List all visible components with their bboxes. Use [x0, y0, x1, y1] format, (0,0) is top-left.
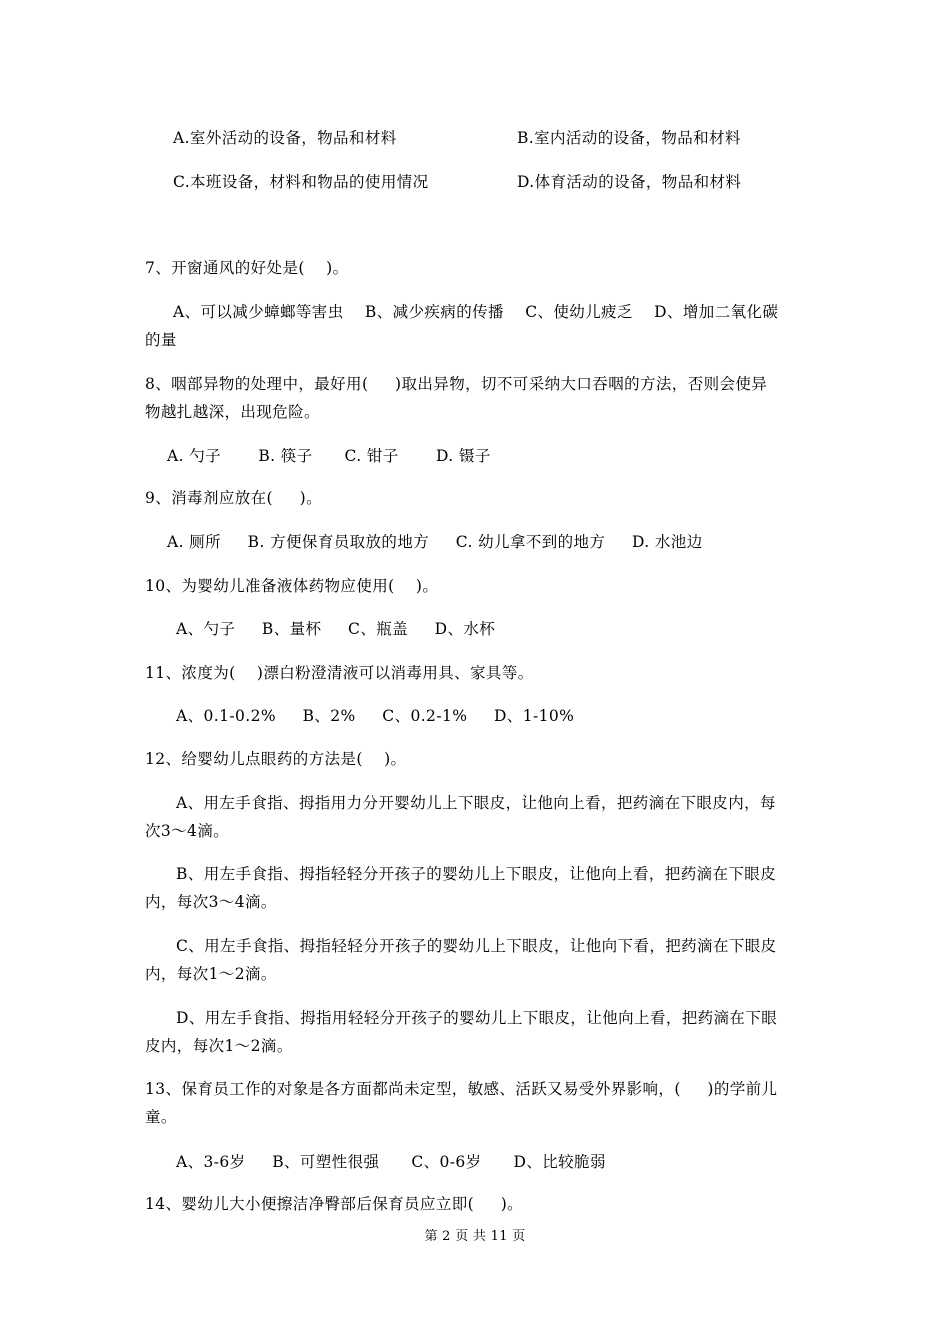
q12-option-d: D、用左手食指、拇指用轻轻分开孩子的婴幼儿上下眼皮，让他向上看，把药滴在下眼	[176, 1009, 778, 1027]
q12-option-d-cont: 皮内，每次1～2滴。	[145, 1037, 293, 1055]
q12-option-a-cont: 次3～4滴。	[145, 822, 230, 840]
q12-option-b: B、用左手食指、拇指轻轻分开孩子的婴幼儿上下眼皮，让他向上看，把药滴在下眼皮	[176, 865, 777, 883]
page-footer: 第 2 页 共 11 页	[424, 1229, 526, 1244]
q11-stem: 11、浓度为( )漂白粉澄清液可以消毒用具、家具等。	[145, 664, 534, 682]
q9-options: A. 厕所 B. 方便保育员取放的地方 C. 幼儿拿不到的地方 D. 水池边	[167, 533, 703, 551]
q9-stem: 9、消毒剂应放在( )。	[145, 489, 322, 507]
q12-stem: 12、给婴幼儿点眼药的方法是( )。	[145, 750, 407, 768]
q13-stem-cont: 童。	[145, 1108, 177, 1126]
q6-option-d: D.体育活动的设备，物品和材料	[517, 173, 742, 191]
q7-options-cont: 的量	[145, 331, 177, 349]
q8-stem: 8、咽部异物的处理中，最好用( )取出异物，切不可采纳大口吞咽的方法，否则会使异	[145, 375, 768, 393]
q8-options: A. 勺子 B. 筷子 C. 钳子 D. 镊子	[167, 447, 491, 465]
q12-option-b-cont: 内，每次3～4滴。	[145, 893, 277, 911]
q10-options: A、勺子 B、量杯 C、瓶盖 D、水杯	[176, 620, 496, 638]
q11-options: A、0.1-0.2% B、2% C、0.2-1% D、1-10%	[176, 707, 575, 725]
q6-option-b: B.室内活动的设备，物品和材料	[517, 129, 741, 147]
q7-options: A、可以减少蟑螂等害虫 B、减少疾病的传播 C、使幼儿疲乏 D、增加二氧化碳	[173, 303, 779, 321]
q12-option-c-cont: 内，每次1～2滴。	[145, 965, 277, 983]
q8-stem-cont: 物越扎越深，出现危险。	[145, 403, 320, 421]
q12-option-c: C、用左手食指、拇指轻轻分开孩子的婴幼儿上下眼皮，让他向下看，把药滴在下眼皮	[176, 937, 777, 955]
q6-option-c: C.本班设备，材料和物品的使用情况	[173, 173, 429, 191]
q12-option-a: A、用左手食指、拇指用力分开婴幼儿上下眼皮，让他向上看，把药滴在下眼皮内，每	[176, 794, 776, 812]
q13-stem: 13、保育员工作的对象是各方面都尚未定型，敏感、活跃又易受外界影响，( )的学前儿	[145, 1080, 778, 1098]
q13-options: A、3-6岁 B、可塑性很强 C、0-6岁 D、比较脆弱	[176, 1153, 606, 1171]
q7-stem: 7、开窗通风的好处是( )。	[145, 259, 349, 277]
q14-stem: 14、婴幼儿大小便擦洁净臀部后保育员应立即( )。	[145, 1195, 524, 1213]
q6-option-a: A.室外活动的设备，物品和材料	[173, 129, 397, 147]
q10-stem: 10、为婴幼儿准备液体药物应使用( )。	[145, 577, 439, 595]
